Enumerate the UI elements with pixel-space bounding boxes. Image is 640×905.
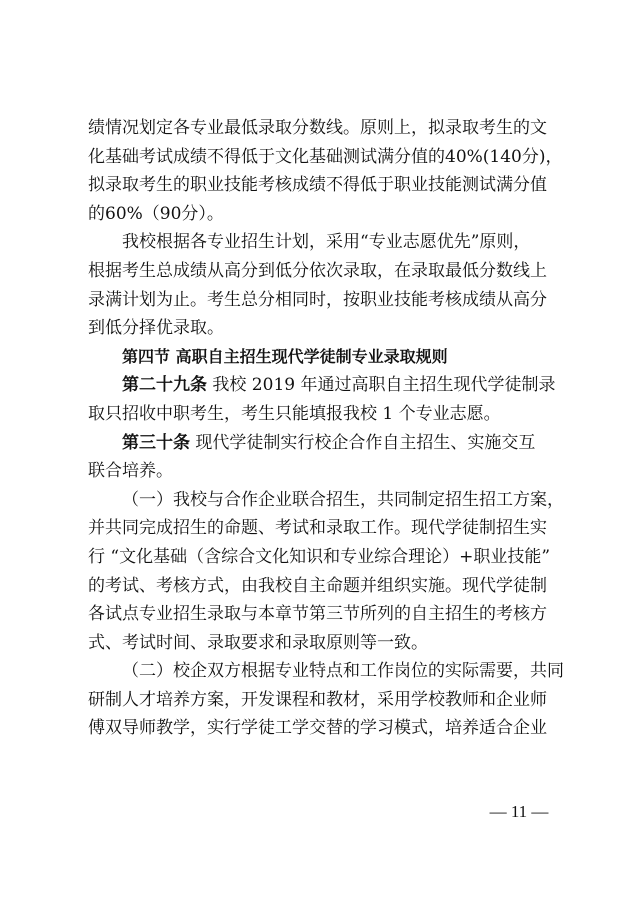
paragraph-admission-score-line <box>88 114 564 228</box>
text-line: 的60%（90分）。 <box>88 203 224 224</box>
article-29 <box>88 371 564 428</box>
text-line: 行 “文化基础（含综合文化知识和专业综合理论）+职业技能” <box>88 546 551 567</box>
text-line: 到低分择优录取。 <box>88 318 224 339</box>
article-29-line-1 <box>88 371 564 400</box>
text-line: 绩情况划定各专业最低录取分数线。原则上，拟录取考生的文 <box>88 118 547 138</box>
text-line: 并共同完成招生的命题、考试和录取工作。现代学徒制招生实 <box>88 518 547 539</box>
text-line: 我校根据各专业招生计划，采用“专业志愿优先”原则， <box>122 232 531 253</box>
article-30-title: 第三十条 <box>122 432 190 453</box>
item-2-training-plan <box>88 657 564 743</box>
text-line: 拟录取考生的职业技能考核成绩不得低于职业技能测试满分值 <box>88 175 547 196</box>
text-line: （一）我校与合作企业联合招生，共同制定招生招工方案， <box>122 489 564 510</box>
text-line: 研制人才培养方案，开发课程和教材，采用学校教师和企业师 <box>88 689 547 710</box>
text-line: 各试点专业招生录取与本章节第三节所列的自主招生的考核方 <box>88 604 547 625</box>
article-29-title: 第二十九条 <box>122 375 207 396</box>
article-30 <box>88 429 564 486</box>
text-line: 根据考生总成绩从高分到低分依次录取，在录取最低分数线上 <box>88 260 547 281</box>
page-number: — 11 — <box>489 802 549 821</box>
text-line: 傅双导师教学，实行学徒工学交替的学习模式，培养适合企业 <box>88 718 547 739</box>
document-body <box>88 114 564 743</box>
text-line: 录满计划为止。考生总分相同时，按职业技能考核成绩从高分 <box>88 289 547 310</box>
section-heading: 第四节 高职自主招生现代学徒制专业录取规则 <box>122 346 448 366</box>
article-30-line-1 <box>88 429 564 458</box>
item-1-joint-enrollment <box>88 486 564 658</box>
text-line: 式、考试时间、录取要求和录取原则等一致。 <box>88 632 428 653</box>
text-line: 取只招收中职考生，考生只能填报我校 1 个专业志愿。 <box>88 403 501 424</box>
text-line: 的考试、考核方式，由我校自主命题并组织实施。现代学徒制 <box>88 575 547 596</box>
text-line: 化基础考试成绩不得低于文化基础测试满分值的40%(140分)， <box>88 146 563 167</box>
article-29-text: 我校 2019 年通过高职自主招生现代学徒制录 <box>207 375 556 396</box>
text-line: （二）校企双方根据专业特点和工作岗位的实际需要，共同 <box>122 661 564 682</box>
text-line: 联合培养。 <box>88 461 173 482</box>
paragraph-admission-order <box>88 228 564 342</box>
article-30-text: 现代学徒制实行校企合作自主招生、实施交互 <box>190 432 536 453</box>
